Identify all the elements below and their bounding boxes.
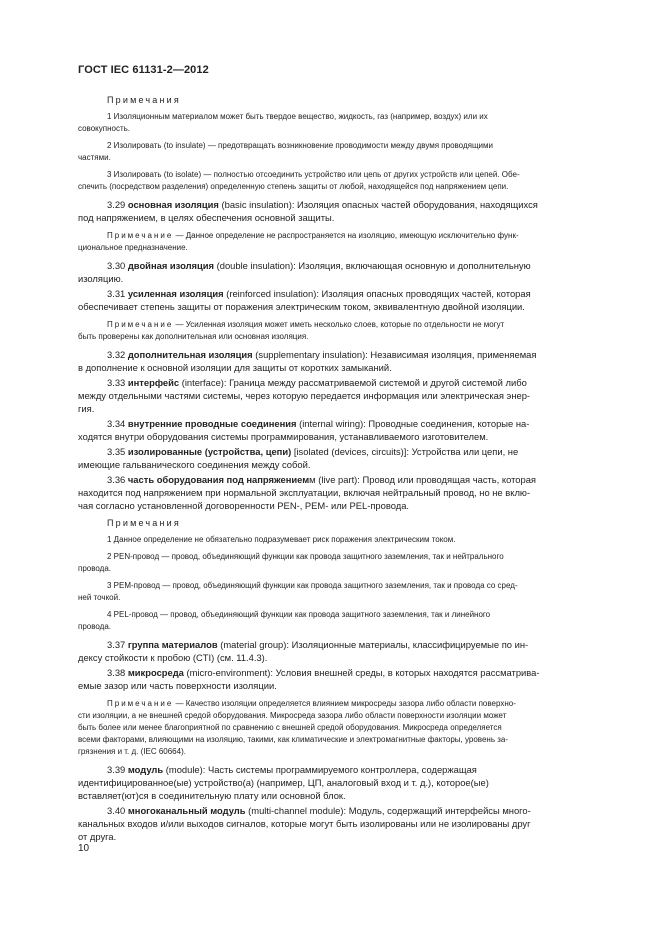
notes-heading: Примечания [107,518,181,528]
term-3-37: 3.37 группа материалов (material group): Изоляционные материалы, классифицируемые по ин- дексу стойкости к пробою (CTI) (см. 11.4.3). [78,639,529,663]
standard-header: ГОСТ IEC 61131-2—2012 [78,64,209,76]
note-item: 4 PEL-провод — провод, объединяющий функции как провода защитного заземления, так и линейного провода. [78,610,491,631]
term-3-29: 3.29 основная изоляция (basic insulation): Изоляция опасных частей оборудования, находящихся под напряжением, в целях обеспечения основной защиты. [78,199,538,223]
note-item: 3 Изолировать (to isolate) — полностью отсоединить устройство или цепь от других устройств или цепей. Обе- спечить (посредством разделения) определенную степень защиты от любой, находящейся под напряжением цепи. [78,170,520,191]
note-item: 2 Изолировать (to insulate) — предотвращать возникновение проводимости между двумя проводящими частями. [78,141,493,162]
term-3-31: 3.31 усиленная изоляция (reinforced insulation): Изоляция опасных проводящих частей, которая обеспечивает степень защиты от поражения электрическим током, эквивалентную двойной изоляции. [78,288,531,312]
note-3-31: Примечание — Усиленная изоляция может иметь несколько слоев, которые по отдельности не могут быть проверены как дополнительная или основная изоляция. [78,320,505,341]
term-3-34: 3.34 внутренние проводные соединения (internal wiring): Проводные соединения, которые на- ходятся внутри оборудования системы программирования, устанавливаемого изготовителем. [78,418,530,442]
note-3-29: Примечание — Данное определение не распространяется на изоляцию, имеющую исключительно функ- циональное предназначение. [78,231,519,252]
note-item: 2 PEN-провод — провод, объединяющий функции как провода защитного заземления, так и нейтрального провода. [78,552,504,573]
note-item: 1 Данное определение не обязательно подразумевает риск поражения электрическим током. [107,535,456,544]
document-body [78,95,614,845]
note-item: 3 PEM-провод — провод, объединяющий функции как провода защитного заземления, так и провода со сред- ней точкой. [78,581,518,602]
page-number: 10 [78,843,90,854]
note-item: 1 Изоляционным материалом может быть твердое вещество, жидкость, газ (например, воздух) или их совокупность. [78,112,488,133]
note-3-38: Примечание — Качество изоляции определяется влиянием микросреды зазора либо области поверхно- сти изоляции, а не внешней средой оборудования. Микросреда зазора либо области поверхности изоляции может быть более или менее благоприятной по сравнению с внешней средой оборудования. Микросреда определяется всеми факторами, влияющими на изоляцию, такими, как климатические и электромагнитные факторы, уровень за- грязнения и т. д. (IEC 60664). [78,699,516,756]
term-3-35: 3.35 изолированные (устройства, цепи) [isolated (devices, circuits)]: Устройства или цепи, не имеющие гальванического соединения между собой. [78,446,519,470]
notes-block [78,518,614,633]
term-3-39: 3.39 модуль (module): Часть системы программируемого контроллера, содержащая идентифицированное(ые) устройство(а) (например, ЦП, аналоговый вход и т. д.), которое(ые) вставляет(ют)ся в соединительную плату или основной блок. [78,764,489,801]
notes-block [78,95,614,193]
term-3-33: 3.33 интерфейс (interface): Граница между рассматриваемой системой и другой системой либо между отдельными частями системы, через которую передается информация или электрическая энер- гия. [78,377,531,414]
term-3-36: 3.36 часть оборудования под напряжениемм (live part): Провод или проводящая часть, которая находится под напряжением при нормальной эксплуатации, включая нейтральный провод, но не вклю- чая согласно установленной договоренности PEN-, PEM- или PEL-провода. [78,474,537,511]
term-3-32: 3.32 дополнительная изоляция (supplementary insulation): Независимая изоляция, применяемая в дополнение к основной изоляции для защиты от коротких замыканий. [78,349,537,373]
notes-heading: Примечания [107,95,181,105]
term-3-30: 3.30 двойная изоляция (double insulation): Изоляция, включающая основную и дополнительную изоляцию. [78,260,531,284]
term-3-40: 3.40 многоканальный модуль (multi-channel module): Модуль, содержащий интерфейсы много- канальных входов и/или выходов сигналов, которые могут быть изолированы или не изолированы друг от друга. [78,805,531,842]
term-3-38: 3.38 микросреда (micro-environment): Условия внешней среды, в которых находятся рассматрива- емые зазор или часть поверхности изоляции. [78,667,540,691]
